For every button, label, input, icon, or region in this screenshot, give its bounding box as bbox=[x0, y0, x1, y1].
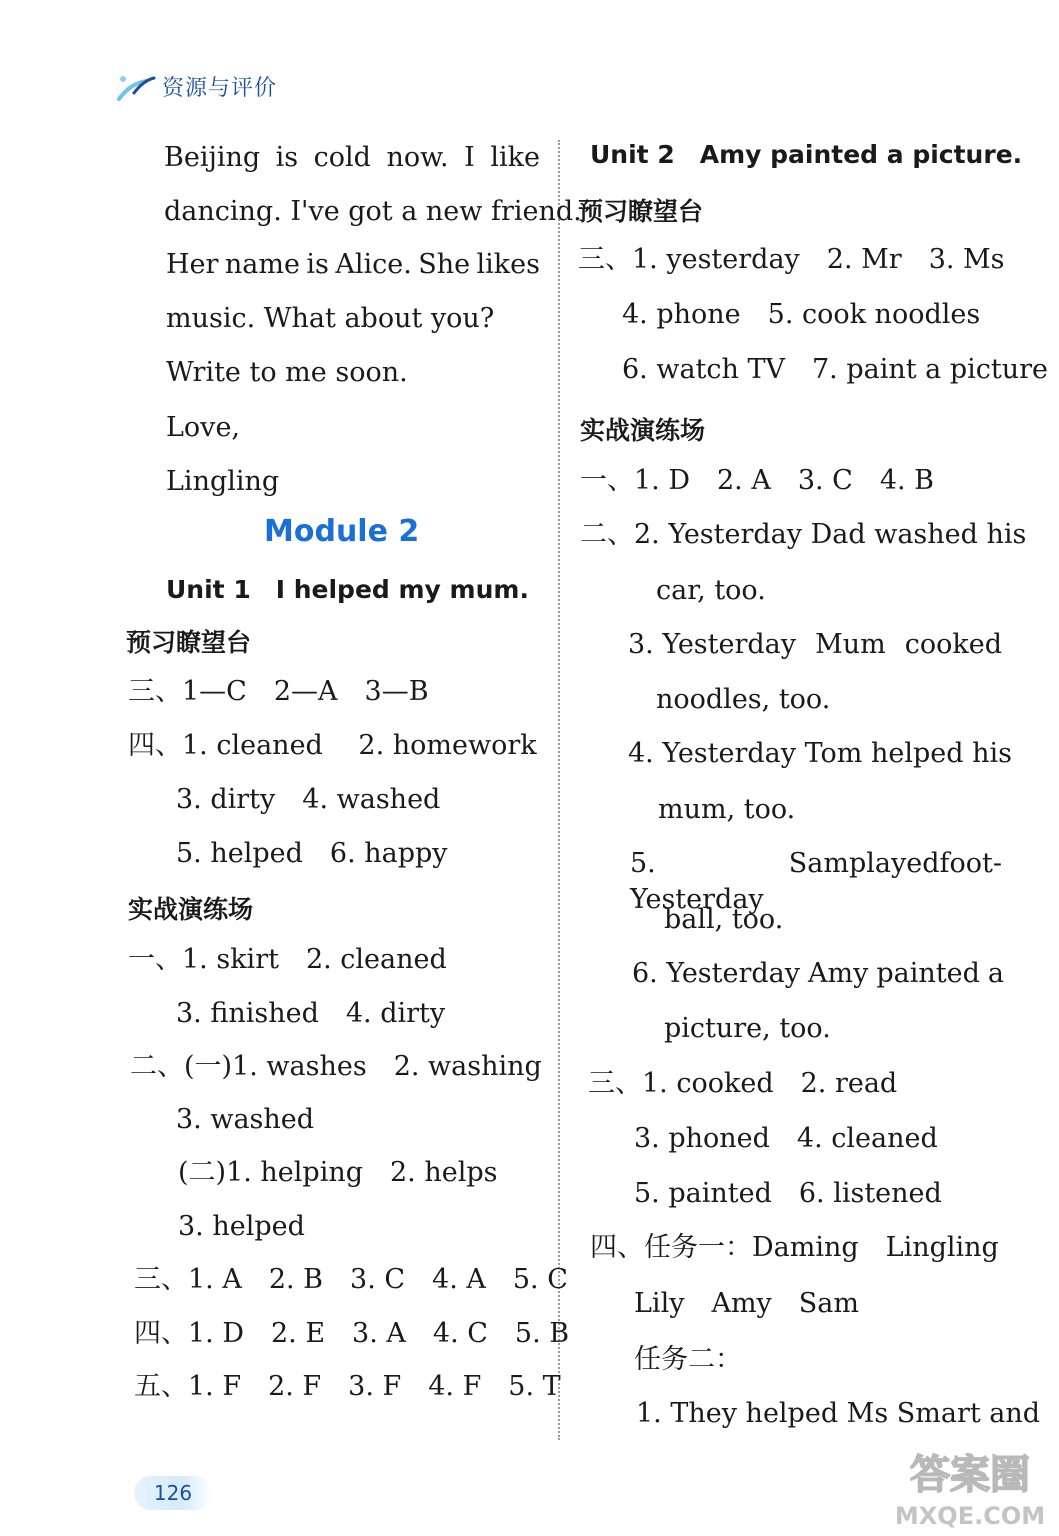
letter-line-3 bbox=[166, 247, 540, 283]
answer-line bbox=[632, 956, 1004, 992]
word: is bbox=[306, 249, 329, 280]
swoosh-logo-icon bbox=[116, 69, 158, 103]
module-title: Module 2 bbox=[264, 514, 420, 549]
word: I bbox=[464, 142, 475, 173]
answer-line: 3. dirty 4. washed bbox=[176, 784, 441, 815]
word: likes bbox=[476, 249, 540, 280]
answer-line: picture, too. bbox=[664, 1013, 831, 1044]
answer-line: noodles, too. bbox=[656, 684, 831, 715]
unit-2-title: Unit 2 Amy painted a picture. bbox=[590, 140, 1023, 169]
word: 6. Yesterday bbox=[632, 958, 801, 989]
answer-line: 4. Yesterday Tom helped his bbox=[628, 738, 1012, 769]
answer-line bbox=[628, 627, 1002, 663]
word: 3. Yesterday bbox=[628, 629, 797, 660]
answer-line: 3. washed bbox=[176, 1104, 315, 1135]
word: Amy bbox=[808, 958, 869, 989]
letter-line-1 bbox=[164, 140, 540, 176]
word: 5. Yesterday bbox=[630, 848, 764, 915]
answer-line: 四、任务一：Daming Lingling bbox=[590, 1232, 999, 1263]
word: Her bbox=[166, 249, 219, 280]
word: cold bbox=[313, 142, 371, 173]
word: Mum bbox=[815, 629, 886, 660]
column-divider bbox=[558, 140, 560, 1440]
page-header bbox=[116, 68, 277, 104]
word: Alice. bbox=[335, 249, 412, 280]
answer-line: 5. painted 6. listened bbox=[634, 1178, 942, 1209]
answer-line: 3. finished 4. dirty bbox=[176, 998, 446, 1029]
word: She bbox=[418, 249, 471, 280]
answer-line: Lily Amy Sam bbox=[634, 1288, 860, 1319]
answer-line: (二)1. helping 2. helps bbox=[178, 1157, 498, 1188]
answer-line: car, too. bbox=[656, 575, 766, 606]
answer-line: 三、1. cooked 2. read bbox=[588, 1068, 898, 1099]
answer-line: 四、1. D 2. E 3. A 4. C 5. B bbox=[134, 1318, 570, 1349]
section-preview-heading: 预习瞭望台 bbox=[126, 628, 252, 657]
answer-line: 3. helped bbox=[178, 1211, 305, 1242]
answer-line: 三、1. A 2. B 3. C 4. A 5. C bbox=[134, 1264, 568, 1295]
section-practice-heading: 实战演练场 bbox=[128, 895, 254, 924]
section-practice-heading: 实战演练场 bbox=[580, 416, 706, 445]
page-number: 126 bbox=[134, 1476, 212, 1510]
word: like bbox=[490, 142, 540, 173]
answer-line: 一、1. D 2. A 3. C 4. B bbox=[580, 465, 935, 496]
answer-line: 任务二： bbox=[634, 1344, 742, 1375]
header-title: 资源与评价 bbox=[162, 75, 278, 101]
answer-line: 三、1. yesterday 2. Mr 3. Ms bbox=[578, 244, 1005, 275]
answer-line: 二、2. Yesterday Dad washed his bbox=[580, 519, 1027, 550]
watermark-logo bbox=[895, 1444, 1045, 1530]
word: cooked bbox=[904, 629, 1002, 660]
word: played bbox=[848, 848, 940, 879]
answer-line: 4. phone 5. cook noodles bbox=[622, 299, 981, 330]
letter-line-5: Write to me soon. bbox=[166, 357, 408, 388]
letter-line-2: dancing. I've got a new friend. bbox=[164, 196, 582, 227]
word: now. bbox=[386, 142, 449, 173]
word: painted bbox=[876, 958, 980, 989]
answer-line: 6. watch TV 7. paint a picture bbox=[622, 354, 1049, 385]
letter-line-4: music. What about you? bbox=[166, 303, 495, 334]
word: Beijing bbox=[164, 142, 261, 173]
answer-line: 四、1. cleaned 2. homework bbox=[128, 730, 537, 761]
word: is bbox=[275, 142, 299, 173]
word: a bbox=[987, 958, 1004, 989]
answer-line: mum, too. bbox=[658, 794, 796, 825]
section-preview-heading: 预习瞭望台 bbox=[578, 197, 704, 226]
letter-signature: Lingling bbox=[166, 466, 280, 497]
unit-1-title: Unit 1 I helped my mum. bbox=[166, 575, 529, 604]
word: name bbox=[224, 249, 300, 280]
answer-line: 1. They helped Ms Smart and bbox=[636, 1398, 1041, 1429]
answer-line: 3. phoned 4. cleaned bbox=[634, 1123, 938, 1154]
answer-line: 三、1—C 2—A 3—B bbox=[128, 676, 429, 707]
answer-line: 一、1. skirt 2. cleaned bbox=[128, 944, 447, 975]
answer-line: ball, too. bbox=[664, 904, 784, 935]
answer-line: 二、(一)1. washes 2. washing bbox=[130, 1051, 542, 1082]
watermark-text: MXQE.COM bbox=[895, 1502, 1045, 1530]
answer-line: 五、1. F 2. F 3. F 4. F 5. T bbox=[134, 1371, 561, 1402]
letter-closing: Love, bbox=[166, 412, 240, 443]
answer-line: 5. helped 6. happy bbox=[176, 838, 448, 869]
word: Sam bbox=[788, 848, 849, 879]
watermark-logo-glyphs: 答案圈 bbox=[910, 1452, 1030, 1498]
word: foot- bbox=[939, 848, 1002, 879]
